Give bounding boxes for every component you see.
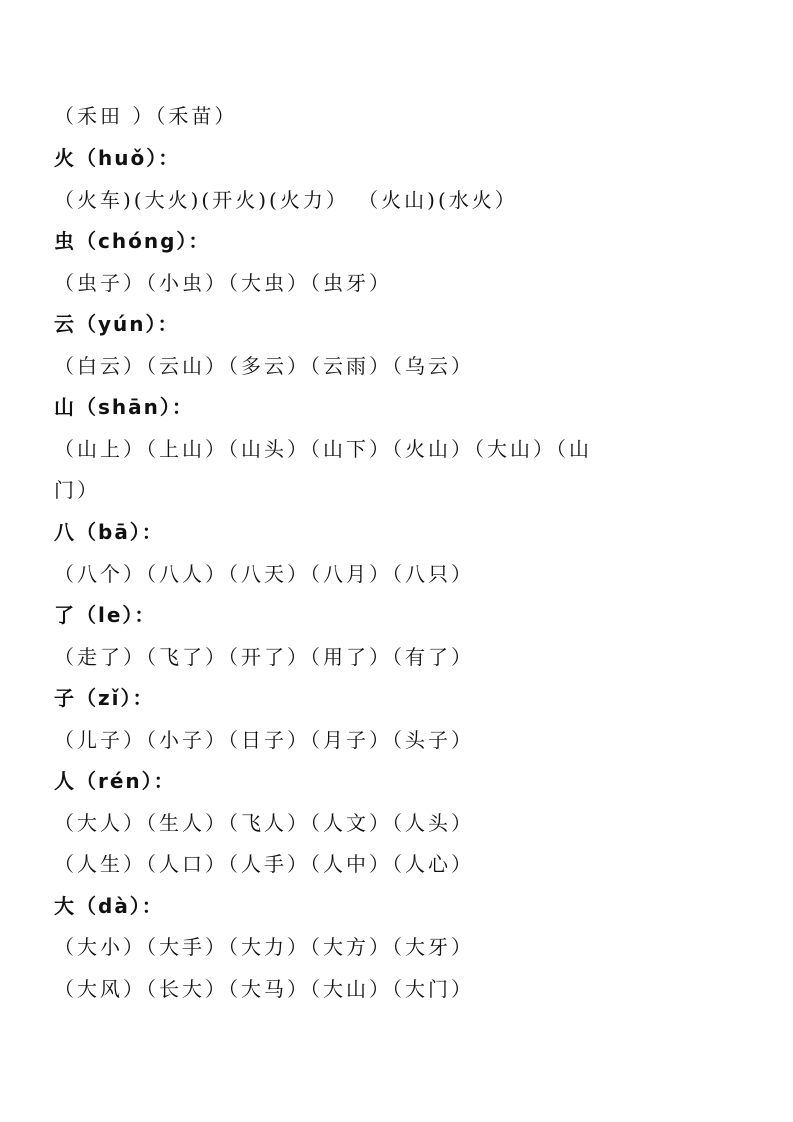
character-heading: 了（le）： xyxy=(54,603,157,627)
word-list-line: 门） xyxy=(54,478,100,502)
word-list-line: （禾田 ）（禾苗） xyxy=(54,104,238,128)
word-list-line: （大小）（大手）（大力）（大方）（大牙） xyxy=(54,935,474,959)
character-heading: 云（yún）： xyxy=(54,312,180,336)
character-heading: 虫（chóng）： xyxy=(54,229,211,253)
word-list-line: （人生）（人口）（人手）（人中）（人心） xyxy=(54,852,474,876)
word-list-line: （山上）（上山）（山头）（山下）（火山）（大山）（山 xyxy=(54,437,592,461)
word-list-line: （大风）（长大）（大马）（大山）（大门） xyxy=(54,977,474,1001)
character-heading: 子（zǐ）： xyxy=(54,686,155,710)
character-heading: 大（dà）： xyxy=(54,894,164,918)
word-list-line: （八个）（八人）（八天）（八月）（八只） xyxy=(54,562,474,586)
word-list-line: （白云）（云山）（多云）（云雨）（乌云） xyxy=(54,354,474,378)
character-heading: 火（huǒ）： xyxy=(54,146,181,170)
word-list-line: （大人）（生人）（飞人）（人文）（人头） xyxy=(54,811,474,835)
character-heading: 山（shān）： xyxy=(54,395,194,419)
word-list-line: （走了）（飞了）（开了）（用了）（有了） xyxy=(54,645,474,669)
character-heading: 人（rén）： xyxy=(54,769,176,793)
character-heading: 八（bā）： xyxy=(54,520,164,544)
word-list-line: （火车)(大火)(开火)(火力） （火山)(水火） xyxy=(54,188,518,212)
word-list-line: （虫子）（小虫）（大虫）（虫牙） xyxy=(54,271,392,295)
word-list-line: （儿子）（小子）（日子）（月子）（头子） xyxy=(54,728,474,752)
